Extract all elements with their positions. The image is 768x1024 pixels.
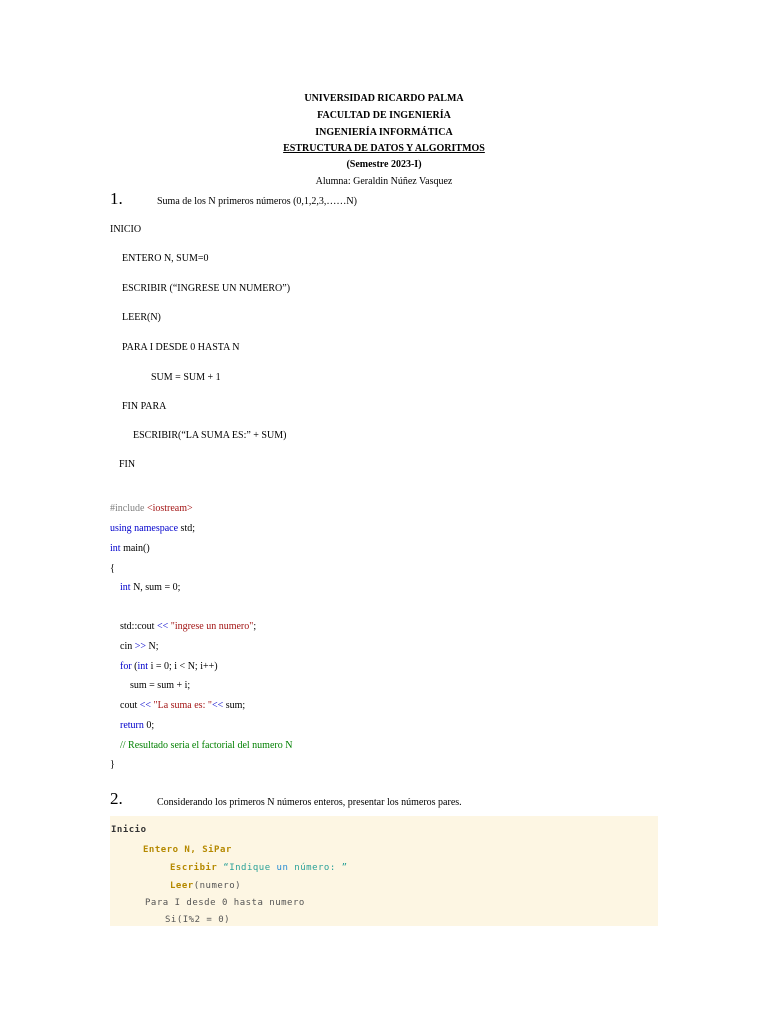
code-line: cin >> N; — [120, 641, 159, 652]
code-line: int N, sum = 0; — [120, 582, 181, 593]
pseudo-line: FIN PARA — [122, 401, 167, 412]
code-line: int main() — [110, 543, 150, 554]
code-line: } — [110, 759, 115, 770]
pseudocode-block — [110, 816, 658, 926]
pseudo-line: ESCRIBIR (“INGRESE UN NUMERO”) — [122, 283, 291, 294]
code-line: for (int i = 0; i < N; i++) — [120, 661, 218, 672]
pseudo-line: ENTERO N, SUM=0 — [122, 253, 209, 264]
section-2-number: 2. — [110, 789, 123, 808]
code-line: Entero N, SiPar — [143, 845, 232, 855]
code-line: using namespace std; — [110, 523, 195, 534]
program-name: INGENIERÍA INFORMÁTICA — [315, 127, 453, 138]
code-line: { — [110, 563, 115, 574]
pseudo-line: ESCRIBIR(“LA SUMA ES:” + SUM) — [133, 430, 287, 441]
code-line: cout << "La suma es: "<< sum; — [120, 700, 246, 711]
code-comment: // Resultado seria el factorial del numero N — [120, 740, 293, 751]
code-line: Escribir “Indique un número: ” — [170, 863, 348, 873]
student-name: Alumna: Geraldin Núñez Vasquez — [315, 176, 453, 187]
code-line: return 0; — [120, 720, 155, 731]
code-line: sum = sum + i; — [130, 680, 191, 691]
section-1-number: 1. — [110, 189, 123, 208]
pseudo-line: PARA I DESDE 0 HASTA N — [122, 342, 240, 353]
course-name: ESTRUCTURA DE DATOS Y ALGORITMOS — [283, 143, 485, 154]
semester: (Semestre 2023-I) — [346, 159, 422, 170]
code-line: Inicio — [111, 825, 147, 835]
faculty-name: FACULTAD DE INGENIERÍA — [317, 110, 451, 121]
university-name: UNIVERSIDAD RICARDO PALMA — [304, 93, 464, 104]
code-line: Para I desde 0 hasta numero — [145, 898, 305, 908]
code-line: std::cout << "ingrese un numero"; — [120, 621, 257, 632]
code-line: #include <iostream> — [110, 503, 193, 514]
pseudo-line: SUM = SUM + 1 — [151, 372, 221, 383]
section-1-title: Suma de los N primeros números (0,1,2,3,……N) — [157, 196, 357, 207]
pseudo-line: INICIO — [110, 224, 142, 235]
pseudo-line: FIN — [119, 459, 136, 470]
code-line: Leer(numero) — [170, 881, 242, 891]
code-line: Si(I%2 = 0) — [165, 915, 231, 925]
pseudo-line: LEER(N) — [122, 312, 161, 323]
section-2-title: Considerando los primeros N números enteros, presentar los números pares. — [157, 797, 462, 808]
